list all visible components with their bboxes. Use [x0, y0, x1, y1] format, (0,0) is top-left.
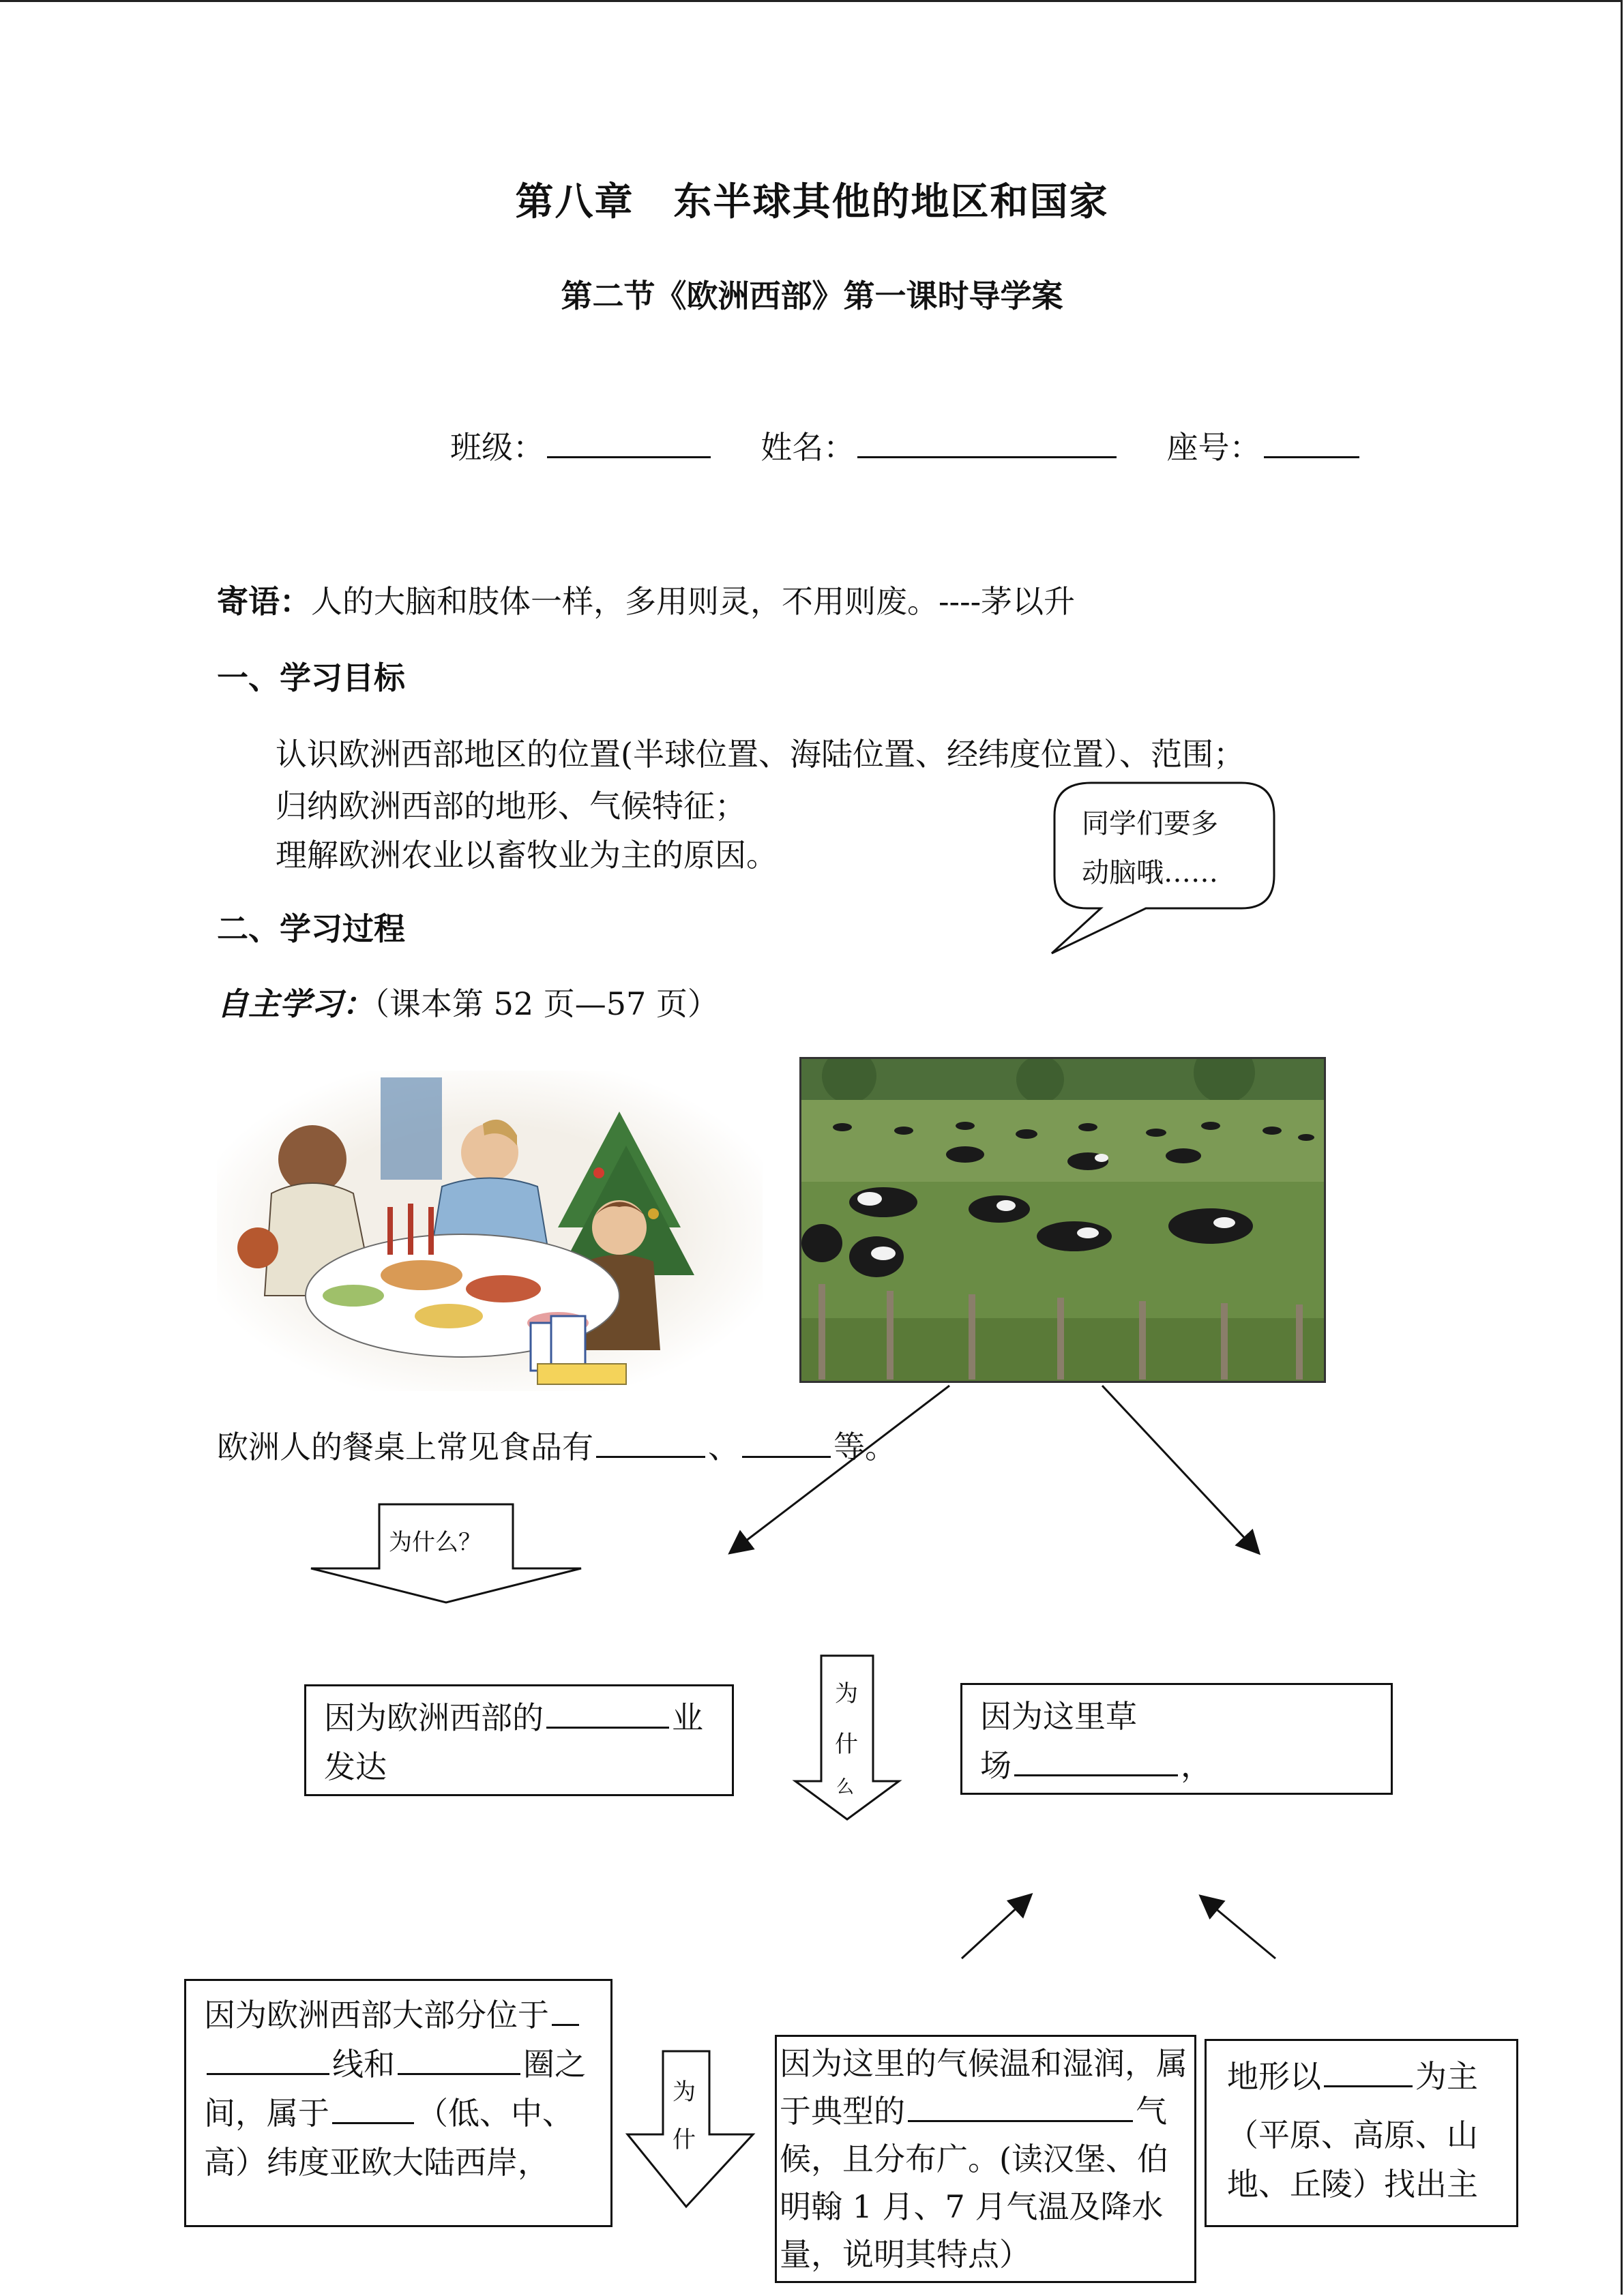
self-study-label: 自主学习：: [217, 985, 374, 1022]
climate-box: [775, 2035, 1196, 2283]
food-question-end: 等。: [833, 1429, 896, 1465]
grassland-text-3: ，: [1181, 1747, 1212, 1784]
location-text-4: （低、中、高）纬度亚欧大陆西岸，: [204, 2095, 574, 2181]
location-blank-2[interactable]: [398, 2044, 520, 2075]
seat-label: 座号：: [1166, 429, 1261, 466]
why-bottom-char-2: 什: [673, 2126, 696, 2153]
food-question-text: 欧洲人的餐桌上常见食品有: [217, 1429, 593, 1465]
why-middle-char-2: 什: [835, 1731, 858, 1758]
terrain-text-1: 地形以: [1227, 2058, 1321, 2095]
terrain-text-2: 为主: [1415, 2058, 1478, 2095]
why-bottom-char-1: 为: [673, 2078, 696, 2106]
terrain-blank[interactable]: [1324, 2057, 1413, 2087]
motto-text: 人的大脑和肢体一样，多用则灵，不用则废。----茅以升: [311, 583, 1076, 620]
location-text-1: 因为欧洲西部大部分位于: [204, 1997, 549, 2033]
name-label: 姓名：: [761, 429, 855, 466]
grassland-text-1: 因为这里草: [980, 1698, 1137, 1735]
location-blank-3[interactable]: [332, 2093, 414, 2124]
location-box: [184, 1979, 612, 2227]
section2-heading: 二、学习过程: [217, 910, 405, 947]
industry-text-1: 因为欧洲西部的: [324, 1699, 544, 1736]
food-separator: 、: [708, 1429, 739, 1465]
callout-line-1: 同学们要多: [1082, 808, 1218, 839]
location-blank-1a[interactable]: [552, 1995, 579, 2026]
why-middle-char-1: 为: [835, 1680, 858, 1708]
location-text-2: 线和: [332, 2046, 395, 2083]
page-subtitle: 第二节《欧洲西部》第一课时导学案: [561, 278, 1063, 314]
why-arrow-top-label: 为什么？: [389, 1529, 482, 1556]
class-label: 班级：: [450, 429, 544, 466]
climate-text-2: 气候，且分布广。(读汉堡、伯明翰 1 月、7 月气温及降水量，说明其特点）: [780, 2093, 1168, 2273]
climate-text-1: 因为这里的气候温和湿润，属于典型的: [780, 2045, 1187, 2130]
industry-text-3: 发达: [324, 1748, 387, 1785]
terrain-text-3: （平原、高原、山地、丘陵）找出主: [1227, 2117, 1478, 2203]
grassland-blank[interactable]: [1014, 1746, 1178, 1776]
why-middle-char-3: 么: [836, 1777, 855, 1798]
objective-item-3: 理解欧洲农业以畜牧业为主的原因。: [276, 837, 778, 874]
page-title: 第八章 东半球其他的地区和国家: [515, 179, 1109, 224]
callout-line-2: 动脑哦……: [1082, 857, 1218, 889]
grassland-text-2: 场: [980, 1747, 1012, 1784]
climate-blank[interactable]: [908, 2091, 1133, 2122]
terrain-box: [1205, 2039, 1518, 2227]
location-blank-1[interactable]: [207, 2044, 329, 2075]
industry-box: [304, 1684, 734, 1796]
objective-item-1: 认识欧洲西部地区的位置(半球位置、海陆位置、经纬度位置）、范围；: [276, 736, 1245, 773]
location-text-3: 圈之间，属于: [204, 2046, 586, 2132]
grassland-box: [960, 1683, 1393, 1795]
section1-heading: 一、学习目标: [217, 659, 405, 696]
industry-text-2: 业: [672, 1699, 703, 1736]
industry-blank[interactable]: [546, 1698, 669, 1729]
self-study-pages: （课本第 52 页—57 页）: [374, 985, 719, 1022]
motto-label: 寄语：: [217, 583, 311, 620]
objective-item-2: 归纳欧洲西部的地形、气候特征；: [276, 788, 746, 824]
